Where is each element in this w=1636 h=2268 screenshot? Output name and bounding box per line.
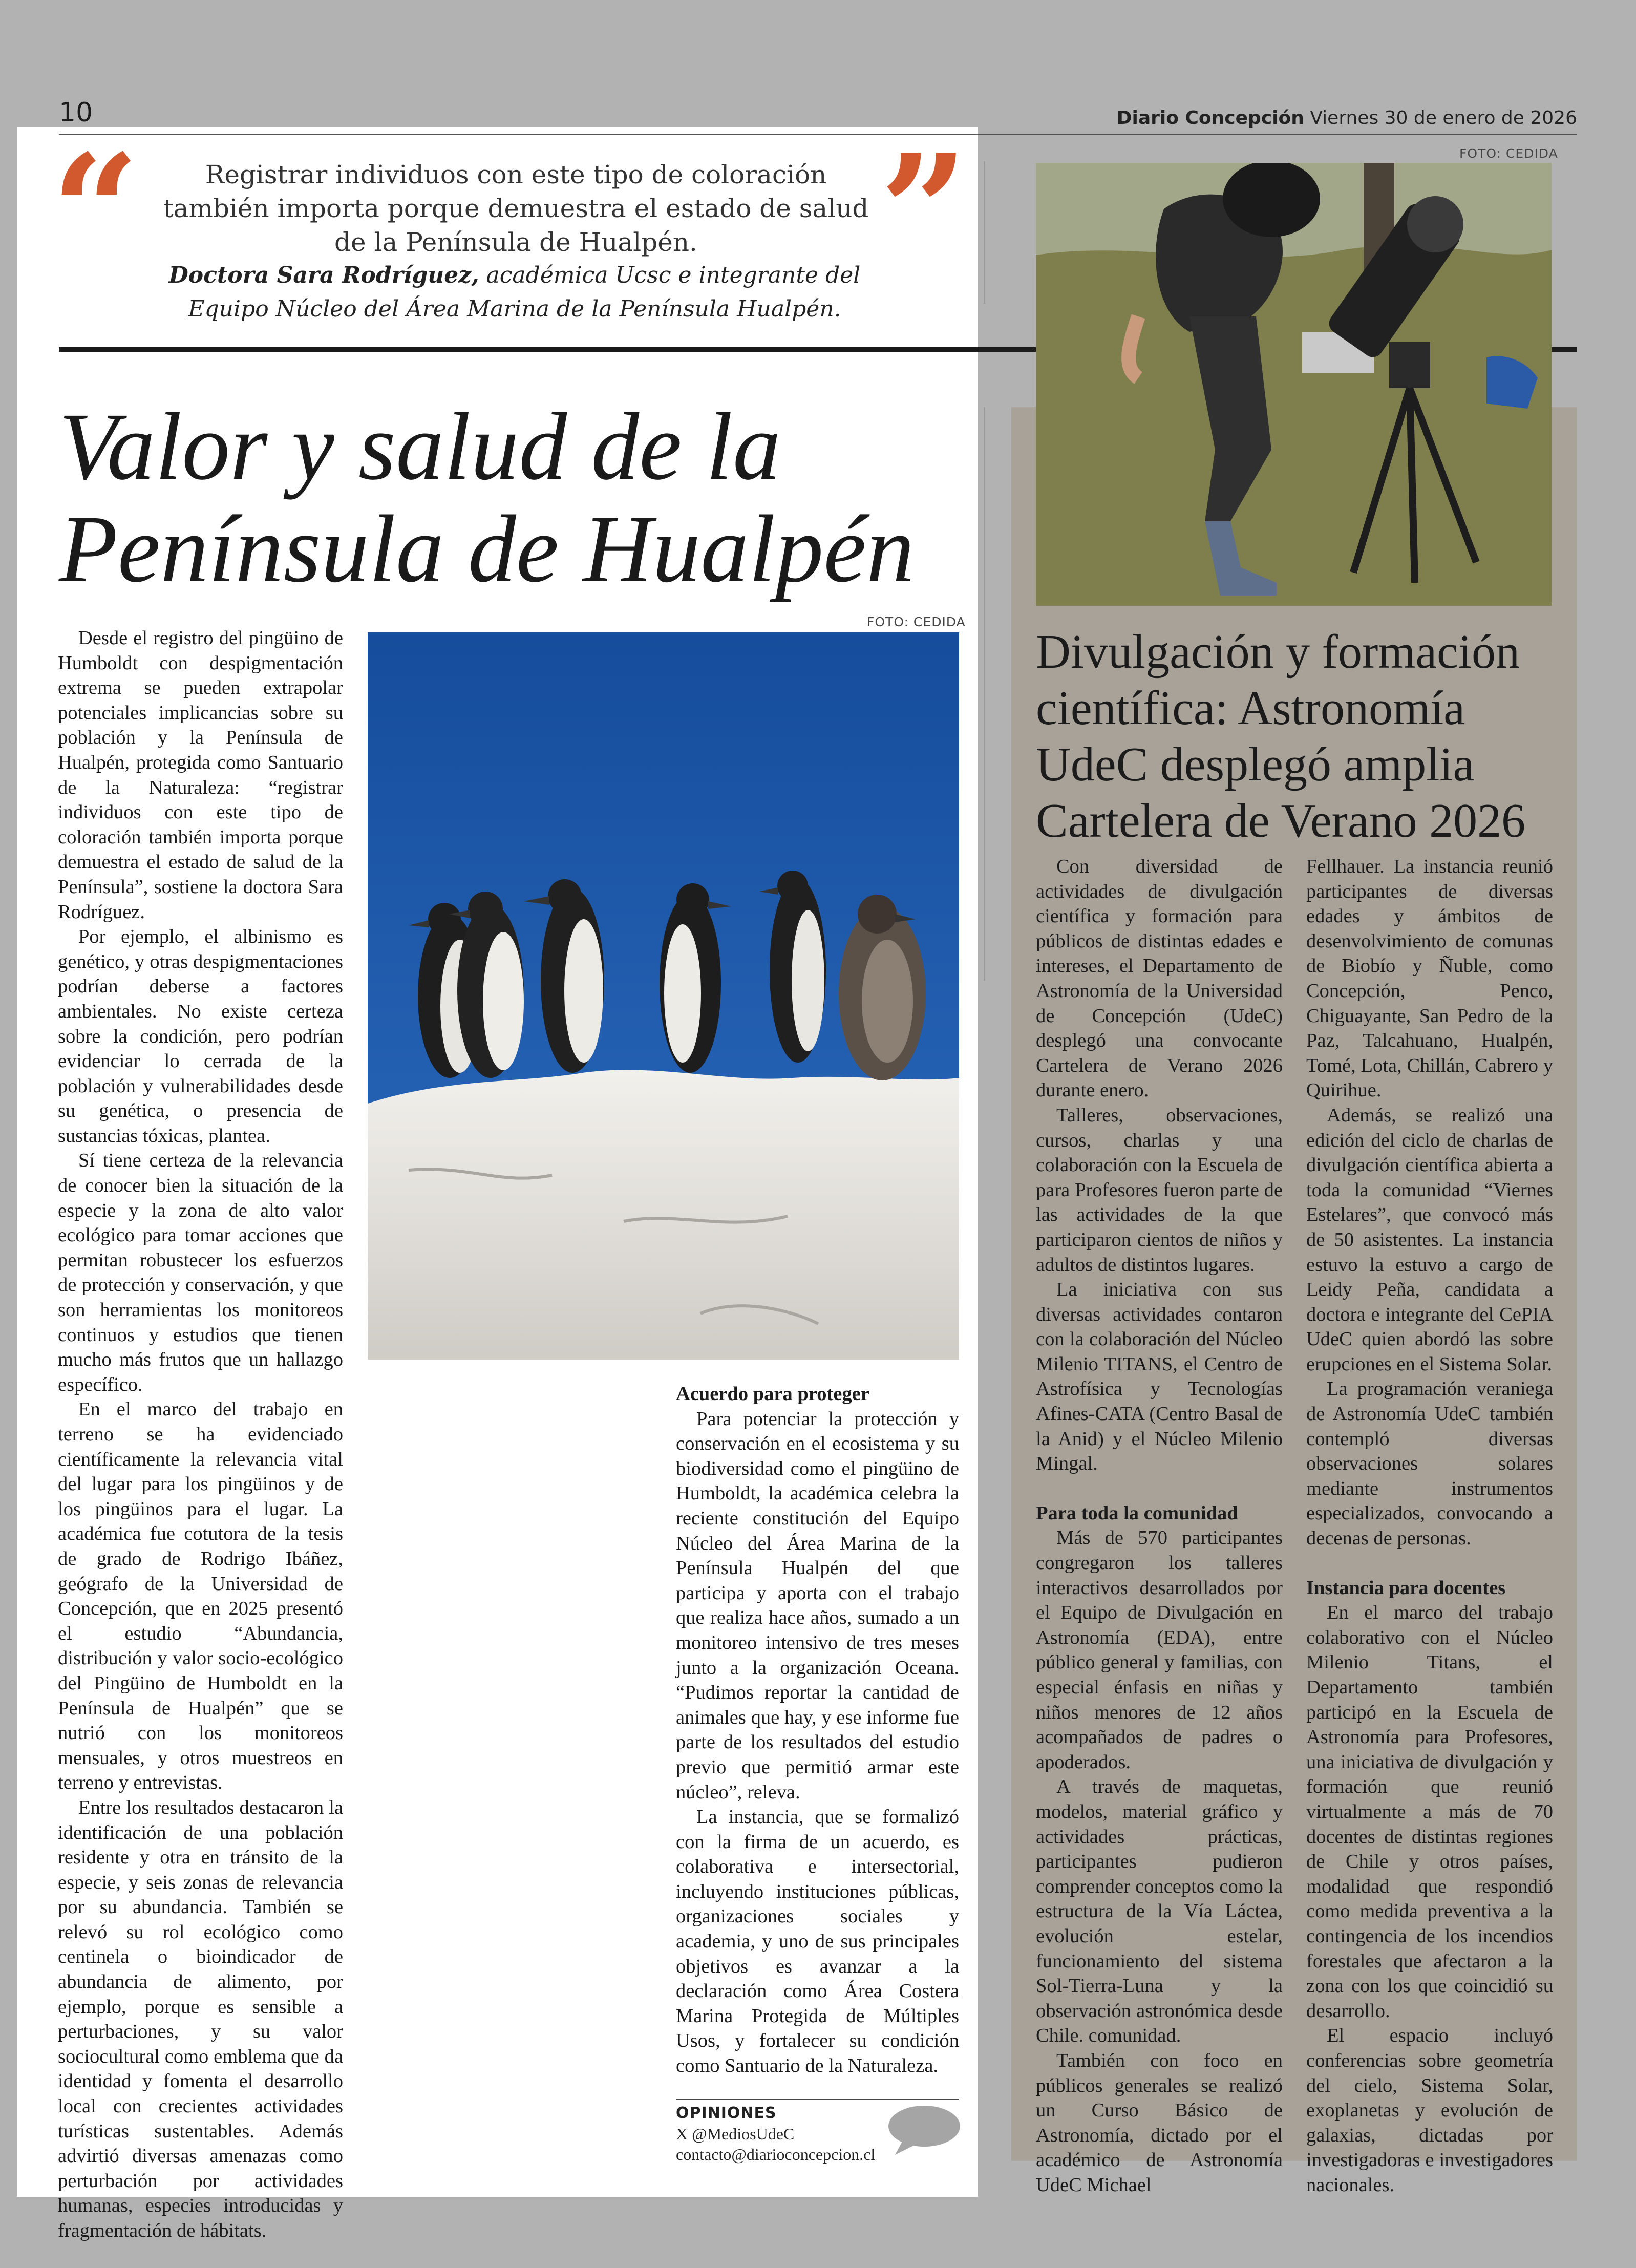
- masthead: [1117, 108, 1577, 129]
- paragraph: Con diversidad de actividades de divulgación científica y formación para públicos de distintas edades e intereses, el Departamento de Astronomía de la Universidad de Concepción (UdeC) desplegó una convocante Cartelera de Verano 2026 durante enero.: [1036, 856, 1283, 1101]
- page-number: 10: [59, 97, 93, 128]
- paragraph: Sí tiene certeza de la relevancia de conocer bien la situación de la especie y la zona de alto valor ecológico para tomar acciones que permitan robustecer los esfuerzos de protección y conservación, y que son herramientas los monitoreos continuos y estudios que tienen mucho más frutos que un hallazgo específico.: [58, 1150, 343, 1395]
- opinions-box: [676, 2102, 896, 2165]
- opinions-label: OPINIONES: [676, 2104, 777, 2122]
- paragraph: Fellhauer. La instancia reunió participantes de diversas edades y ámbitos de desenvolvimiento de comunas de Biobío y Ñuble, como Concepción, Penco, Chiguayante, San Pedro de la Paz, Talcahuano, Hualpén, Tomé, Lota, Chillán, Cabrero y Quirihue.: [1306, 856, 1553, 1101]
- pull-quote-text: Registrar individuos con este tipo de coloración también importa porque demuestra el estado de salud de la Península de Hualpén.: [163, 160, 869, 257]
- penguin-illustration: [368, 632, 959, 1360]
- article-left-col2: [676, 1382, 959, 2079]
- paragraph: Talleres, observaciones, cursos, charlas y una colaboración con la Escuela de para Profesores fueron parte de las actividades de la que participaron cientos de niños y adultos de distintos lugares.: [1036, 1104, 1283, 1276]
- headline-left: Valor y salud de la Península de Hualpén: [59, 393, 915, 602]
- paragraph: La instancia, que se formalizó con la firma de un acuerdo, es colaborativa e intersectorial, incluyendo instituciones públicas, organizaciones sociales y academia, y uno de sus principales objetivos es avanzar a la declaración como Área Costera Marina Protegida de Múltiples Usos, y fortalecer su condición como Santuario de la Naturaleza.: [676, 1806, 959, 2077]
- pull-quote-attribution: [148, 259, 881, 326]
- subheading: Acuerdo para proteger: [676, 1383, 869, 1405]
- column-rule: [984, 161, 985, 304]
- column-rule-lower: [984, 407, 985, 981]
- paragraph: En el marco del trabajo colaborativo con el Núcleo Milenio Titans, el Departamento también participó en la Escuela de Astronomía para Profesores, una iniciativa de divulgación y formación que reunió virtualmente a más de 70 docentes de distintas regiones de Chile y otros países, modalidad que respondió como medida preventiva a la contingencia de los incendios forestales que afectaron a la zona con los que coincidió su desarrollo.: [1306, 1602, 1553, 2022]
- opinions-rule: [676, 2099, 959, 2100]
- headline-right: Divulgación y formación científica: Astronomía UdeC desplegó amplia Cartelera de Verano 2026: [1036, 625, 1526, 847]
- telescope-illustration: [1036, 163, 1552, 606]
- guano-rock: [368, 1070, 959, 1360]
- spacer: [1306, 1551, 1553, 1576]
- paragraph: El espacio incluyó conferencias sobre geometría del cielo, Sistema Solar, exoplanetas y evolución de galaxias, dictadas por investigadoras e investigadores nacionales.: [1306, 2025, 1553, 2196]
- photo-credit-right: FOTO: CEDIDA: [1459, 146, 1558, 161]
- article-right-col1: [1036, 854, 1283, 2197]
- spacer: [1036, 1476, 1283, 1501]
- paragraph: A través de maquetas, modelos, material gráfico y actividades prácticas, participantes pudieron comprender conceptos como la estructura de la Vía Láctea, evolución estelar, funcionamiento del sistema Sol-Tierra-Luna y la observación astronómica desde Chile. comunidad.: [1036, 1776, 1283, 2047]
- close-quote-icon: ”: [880, 120, 968, 301]
- subheading: Instancia para docentes: [1306, 1577, 1506, 1599]
- penguin-photo: [368, 632, 959, 1360]
- opinions-email[interactable]: contacto@diarioconcepcion.cl: [676, 2145, 876, 2164]
- paragraph: La programación veraniega de Astronomía UdeC también contempló diversas observaciones solares mediante instrumentos especializados, convocando a decenas de personas.: [1306, 1378, 1553, 1550]
- paragraph: Más de 570 participantes congregaron los talleres interactivos desarrollados por el Equipo de Divulgación en Astronomía (EDA), entre público general y familias, con especial énfasis en niñas y niños menores de 12 años acompañados de padres o apoderados.: [1036, 1527, 1283, 1773]
- article-right-col2: [1306, 854, 1553, 2197]
- article-left-col1: [58, 626, 343, 2243]
- masthead-date: Viernes 30 de enero de 2026: [1310, 108, 1577, 129]
- subheading: Para toda la comunidad: [1036, 1502, 1238, 1524]
- paragraph: También con foco en públicos generales se realizó un Curso Básico de Astronomía, dictado por el académico de Astronomía UdeC Michael: [1036, 2049, 1283, 2196]
- paragraph: Además, se realizó una edición del ciclo de charlas de divulgación científica abierta a toda la comunidad “Viernes Estelares”, que convocó más de 50 asistentes. La instancia estuvo la estuvo a cargo de Leidy Peña, candidata a doctora e integrante del CePIA UdeC quien abordó las sobre erupciones en el Sistema Solar.: [1306, 1104, 1553, 1375]
- pull-quote-role: académica Ucsc e integrante del Equipo Núcleo del Área Marina de la Península Hualpén.: [188, 262, 861, 322]
- paragraph: Desde el registro del pingüino de Humboldt con despigmentación extrema se pueden extrapolar potenciales implicancias sobre su población y la Península de Hualpén, protegida como Santuario de la Naturaleza: “registrar individuos con este tipo de coloración también importa porque demuestra el estado de salud de la Península”, sostiene la doctora Sara Rodríguez.: [58, 627, 343, 923]
- paragraph: Para potenciar la protección y conservación en el ecosistema y su biodiversidad como el pingüino de Humboldt, la académica celebra la reciente constitución del Equipo Núcleo del Área Marina de la Península Hualpén del que participa y aporta con el trabajo que realiza hace años, sumado a un monitoreo intensivo de tres meses junto a la organización Oceana. “Pudimos reportar la cantidad de animales que hay, y ese informe fue parte de los resultados del estudio previo que permitió armar este núcleo”, releva.: [676, 1408, 959, 1803]
- telescope-photo: [1036, 163, 1552, 606]
- top-divider: [59, 134, 1577, 135]
- photo-credit-left: FOTO: CEDIDA: [867, 614, 966, 629]
- paragraph: Por ejemplo, el albinismo es genético, y otras despigmentaciones podrían deberse a factores ambientales. No existe certeza sobre la condición, pero podrían evidenciar lo cerrada de la población y vulnerabilidades desde su genética, o presencia de sustancias tóxicas, plantea.: [58, 926, 343, 1147]
- open-quote-icon: “: [51, 120, 140, 301]
- pull-quote-author: Doctora Sara Rodríguez,: [168, 262, 479, 288]
- opinions-handle[interactable]: X @MediosUdeC: [676, 2125, 795, 2143]
- paragraph: En el marco del trabajo en terreno se ha evidenciado científicamente la relevancia vital del lugar para los pingüinos y de los pingüinos para el lugar. La académica fue cotutora de la tesis de grado de Rodrigo Ibáñez, geógrafo de la Universidad de Concepción, que en 2025 presentó el estudio “Abundancia, distribución y valor socio-ecológico del Pingüino de Humboldt en la Península de Hualpén” que se nutrió con los monitoreos mensuales, y otros muestreos en terreno y entrevistas.: [58, 1398, 343, 1794]
- paragraph: Entre los resultados destacaron la identificación de una población residente y otra en tránsito de la especie, y seis zonas de relevancia por su abundancia. También se relevó su rol ecológico como centinela o bioindicador de abundancia de alimento, por ejemplo, porque es sensible a perturbaciones, y su valor sociocultural como emblema que da identidad y fomenta el desarrollo local con crecientes actividades turísticas sustentables. Además advirtió diversas amenazas como perturbación por actividades humanas, especies introducidas y fragmentación de hábitats.: [58, 1796, 343, 2241]
- speech-bubble-icon: [887, 2105, 962, 2158]
- masthead-name: Diario Concepción: [1116, 108, 1304, 129]
- paragraph: La iniciativa con sus diversas actividades contaron con la colaboración del Núcleo Milenio TITANS, el Centro de Astrofísica y Tecnologías Afines-CATA (Centro Basal de la Anid) y el Núcleo Milenio Mingal.: [1036, 1279, 1283, 1475]
